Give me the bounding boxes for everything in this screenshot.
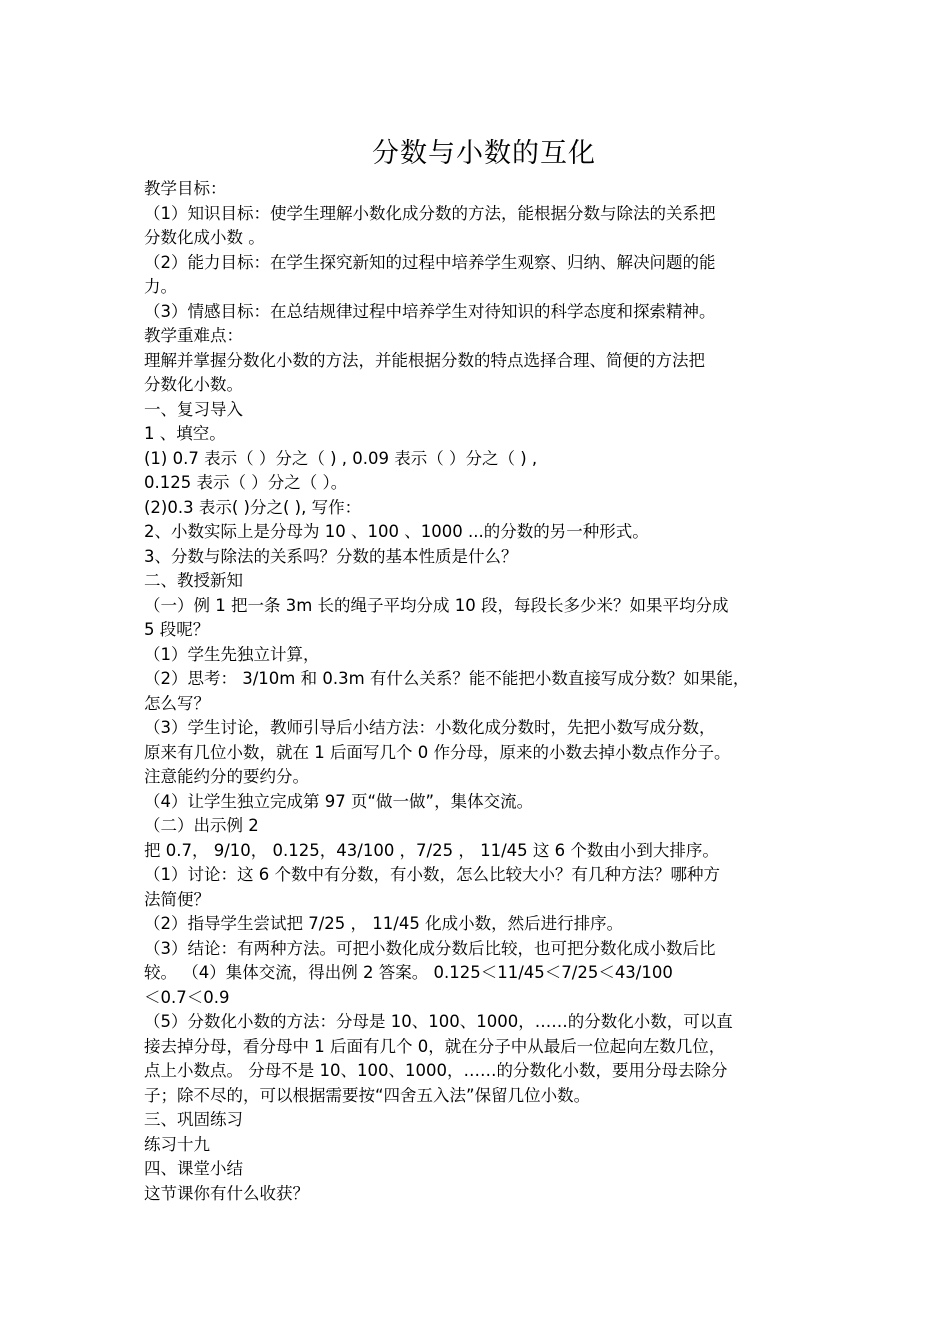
text-line: （二）出示例 2	[144, 816, 259, 835]
text-line: 力。	[144, 277, 177, 296]
text-line: 分数化成小数 。	[144, 228, 265, 247]
document-body	[144, 177, 824, 1206]
text-line: 练习十九	[144, 1134, 210, 1154]
text-line: 三、巩固练习	[144, 1110, 243, 1129]
text-line: 把 0.7， 9/10， 0.125，43/100 ，7/25 ， 11/45 这 6 个数由小到大排序。	[144, 840, 719, 860]
text-line: （3）结论：有两种方法。可把小数化成分数后比较，也可把分数化成小数后比	[144, 938, 716, 958]
text-line: 较。 （4）集体交流，得出例 2 答案。 0.125＜11/45＜7/25＜43/100	[144, 963, 673, 982]
text-line: 子；除不尽的，可以根据需要按“四舍五入法”保留几位小数。	[144, 1085, 591, 1105]
text-line: 1 、填空。	[144, 424, 226, 443]
text-line: ＜0.7＜0.9	[144, 987, 230, 1007]
text-line: 原来有几位小数，就在 1 后面写几个 0 作分母，原来的小数去掉小数点作分子。	[144, 742, 731, 762]
text-line: (1) 0.7 表示（ ）分之（ ) , 0.09 表示（ ）分之（ ) ,	[144, 448, 538, 468]
text-line: （1）知识目标：使学生理解小数化成分数的方法，能根据分数与除法的关系把	[144, 203, 716, 223]
text-line: （2）能力目标：在学生探究新知的过程中培养学生观察、归纳、解决问题的能	[144, 252, 716, 272]
text-line: 教学目标：	[144, 179, 227, 198]
text-line: （2）指导学生尝试把 7/25 ， 11/45 化成小数，然后进行排序。	[144, 914, 624, 933]
text-line: （5）分数化小数的方法：分母是 10、100、1000，……的分数化小数，可以直	[144, 1012, 733, 1031]
text-line: （3）学生讨论，教师引导后小结方法：小数化成分数时，先把小数写成分数，	[144, 718, 716, 737]
text-line: 法简便？	[144, 889, 210, 909]
text-line: 0.125 表示（ ）分之（ ）。	[144, 473, 348, 492]
text-line: 一、复习导入	[144, 399, 243, 419]
text-line: 点上小数点。 分母不是 10、100、1000，……的分数化小数，要用分母去除分	[144, 1061, 728, 1080]
text-line: 理解并掌握分数化小数的方法，并能根据分数的特点选择合理、简便的方法把	[144, 350, 705, 370]
text-line: 注意能约分的要约分。	[144, 767, 309, 786]
text-line: 2、小数实际上是分母为 10 、100 、1000 ...的分数的另一种形式。	[144, 522, 649, 541]
text-line: 这节课你有什么收获？	[144, 1183, 309, 1203]
text-line: 教学重难点：	[144, 326, 243, 345]
text-line: 四、课堂小结	[144, 1159, 243, 1178]
text-line: 怎么写？	[144, 693, 210, 713]
text-line: （1）学生先独立计算，	[144, 644, 320, 664]
text-line: （4）让学生独立完成第 97 页“做一做”，集体交流。	[144, 791, 534, 811]
document-page	[144, 133, 824, 1206]
document-title: 分数与小数的互化	[372, 138, 596, 169]
text-line: 二、教授新知	[144, 571, 243, 590]
text-line: （2）思考： 3/10m 和 0.3m 有什么关系？能不能把小数直接写成分数？如果能，	[144, 669, 750, 688]
text-line: 接去掉分母，看分母中 1 后面有几个 0，就在分子中从最后一位起向左数几位，	[144, 1036, 726, 1056]
text-line: （1）讨论：这 6 个数中有分数，有小数，怎么比较大小？有几种方法？哪种方	[144, 865, 720, 884]
text-line: 5 段呢？	[144, 620, 210, 639]
text-line: （一）例 1 把一条 3m 长的绳子平均分成 10 段，每段长多少米？如果平均分成	[144, 595, 729, 615]
text-line: 3、分数与除法的关系吗？分数的基本性质是什么？	[144, 546, 518, 566]
text-line: (2)0.3 表示( )分之( ), 写作：	[144, 497, 362, 517]
text-line: 分数化小数。	[144, 375, 243, 394]
text-line: （3）情感目标：在总结规律过程中培养学生对待知识的科学态度和探索精神。	[144, 301, 716, 321]
